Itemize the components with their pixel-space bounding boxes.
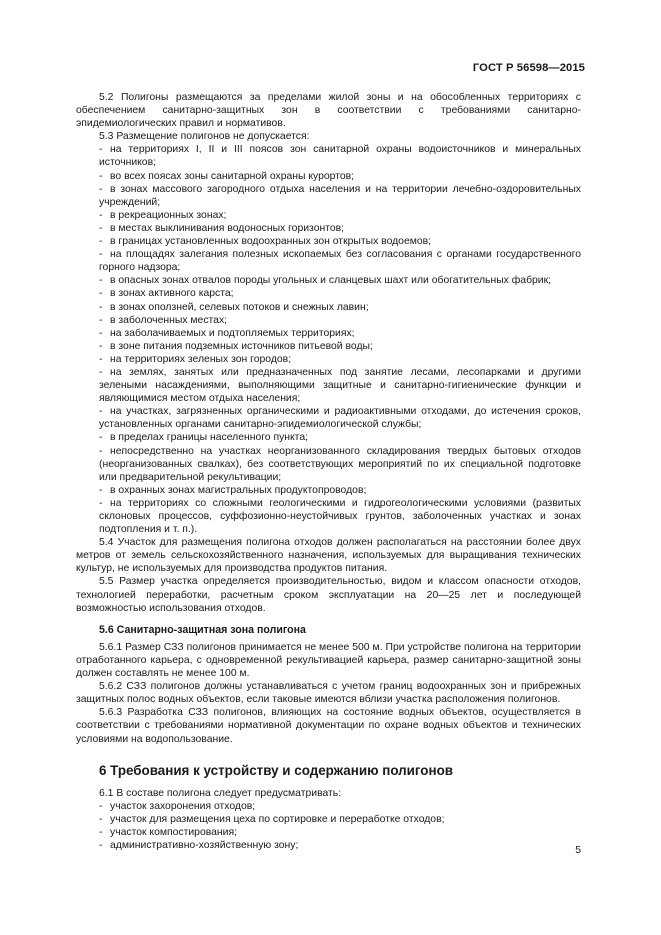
list-item: - участок захоронения отходов;	[99, 800, 256, 812]
paragraph-5-5: 5.5 Размер участка определяется производительностью, видом и классом опасности отходов, технологией переработки, расчетным сроком эксплуатации на 20—25 лет и последующей возможностью использования отходов.	[76, 576, 581, 614]
standard-code: ГОСТ Р 56598—2015	[472, 62, 585, 74]
list-item: - на площадях залегания полезных ископаемых без согласования с органами государственного горного надзора;	[99, 249, 581, 274]
paragraph-6-1: 6.1 В составе полигона следует предусматривать:	[99, 787, 342, 799]
list-6-1	[76, 800, 581, 852]
list-item: - в местах выклинивания водоносных горизонтов;	[99, 222, 345, 234]
list-item: - в рекреационных зонах;	[99, 209, 227, 221]
list-item: - в границах установленных водоохранных зон открытых водоемов;	[99, 236, 432, 248]
list-item: - непосредственно на участках неорганизованного складирования твердых бытовых отходов (неорганизованных свалках), без соответствующих мероприятий по их специальной подготовке или предварительной рекультивации;	[99, 445, 581, 483]
page-number: 5	[575, 845, 581, 856]
list-item: - в зонах оползней, селевых потоков и снежных лавин;	[99, 301, 369, 313]
list-item: - на заболачиваемых и подтопляемых территориях;	[99, 327, 355, 339]
page-content	[76, 91, 581, 852]
paragraph-5-3: 5.3 Размещение полигонов не допускается:	[99, 131, 310, 143]
list-item: - административно-хозяйственную зону;	[99, 839, 299, 851]
paragraph-5-2: 5.2 Полигоны размещаются за пределами жилой зоны и на обособленных территориях с обеспечением санитарно-защитных зон в соответствии с требованиями санитарно-эпидемиологических правил и нормативов.	[76, 92, 581, 130]
list-item: - во всех поясах зоны санитарной охраны курортов;	[99, 170, 355, 182]
list-item: - на территориях со сложными геологическими и гидрогеологическими условиями (развитых склоновых процессов, суффозионно-неустойчивых грунтов, заболоченных участках и зонах подтопления и т. п.).	[99, 497, 581, 536]
list-item: - на землях, занятых или предназначенных под занятие лесами, лесопарками и другими зелеными насаждениями, выполняющими защитные и санитарно-гигиенические функции и являющимися местом отдыха населения;	[99, 366, 581, 405]
paragraph-5-6-3: 5.6.3 Разработка СЗЗ полигонов, влияющих на состояние водных объектов, осуществляется в соответствии с требованиями нормативной документации по охране водных объектов и технических условиями на водопользование.	[76, 707, 581, 745]
list-item: - участок для размещения цеха по сортировке и переработке отходов;	[99, 813, 445, 825]
list-item: - в пределах границы населенного пункта;	[99, 432, 308, 444]
paragraph-5-4: 5.4 Участок для размещения полигона отходов должен располагаться на расстоянии более двух метров от земель сельскохозяйственного назначения, используемых для выращивания технических культур, не используемых для производства продуктов питания.	[76, 537, 581, 575]
list-item: - на территориях зеленых зон городов;	[99, 353, 292, 365]
list-item: - участок компостирования;	[99, 826, 237, 838]
list-item: - в зонах массового загородного отдыха населения и на территории лечебно-оздоровительных учреждений;	[99, 183, 581, 208]
subsection-title-5-6: 5.6 Санитарно-защитная зона полигона	[99, 623, 306, 636]
list-item: - в зоне питания подземных источников питьевой воды;	[99, 340, 373, 352]
list-item: - в заболоченных местах;	[99, 314, 228, 326]
list-item: - в охранных зонах магистральных продуктопроводов;	[99, 484, 367, 496]
section-title-6: 6 Требования к устройству и содержанию полигонов	[99, 762, 453, 778]
paragraph-5-6-2: 5.6.2 СЗЗ полигонов должны устанавливаться с учетом границ водоохранных зон и прибрежных защитных полос водных объектов, если таковые имеются вблизи участка расположения полигонов.	[76, 681, 581, 706]
list-item: - в зонах активного карста;	[99, 288, 234, 300]
list-5-3	[76, 143, 581, 536]
paragraph-5-6-1: 5.6.1 Размер СЗЗ полигонов принимается не менее 500 м. При устройстве полигона на территории отработанного карьера, с одновременной рекультивацией карьера, размер санитарно-защитной зоны должен составлять не менее 100 м.	[76, 641, 581, 680]
list-item: - в опасных зонах отвалов породы угольных и сланцевых шахт или обогатительных фабрик;	[99, 275, 552, 287]
list-item: - на участках, загрязненных органическими и радиоактивными отходами, до истечения сроков, установленных органами санитарно-эпидемиологической службы;	[99, 406, 581, 431]
list-item: - на территориях I, II и III поясов зон санитарной охраны водоисточников и минеральных источников;	[99, 144, 581, 169]
